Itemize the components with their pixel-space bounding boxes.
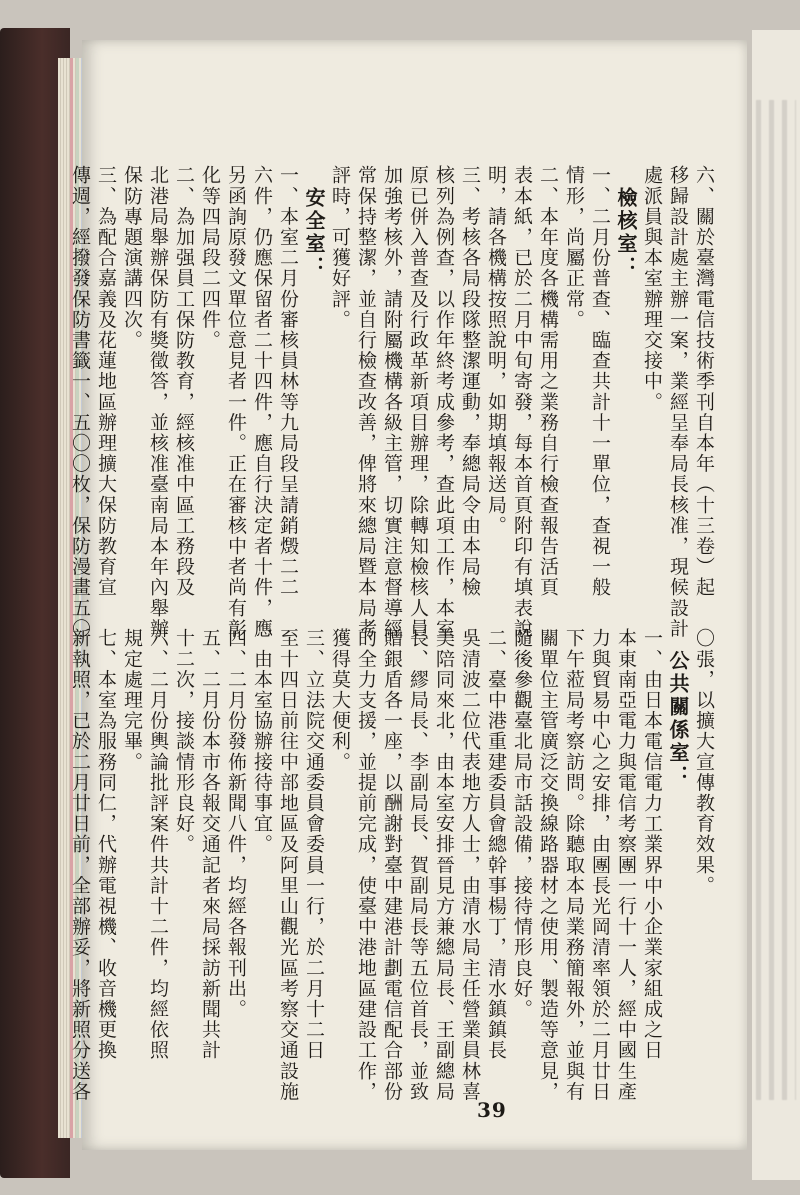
text-column: 規定處理完畢。 <box>121 628 143 773</box>
text-column: 處派員與本室辦理交接中。 <box>641 165 663 413</box>
text-column: 下午蒞局考察訪問。除聽取本局業務簡報外，並與有 <box>563 628 585 1102</box>
text-column: 核列為例查，以作年終考成參考，查此項工作，本室 <box>433 165 455 639</box>
text-column: 〇張，以擴大宣傳教育效果。 <box>693 628 715 896</box>
text-column: 的全力支援，並提前完成，使臺中港地區建設工作， <box>355 628 377 1102</box>
text-column: 長、繆局長、李副局長、賀副局長等五位首長，並致 <box>407 628 429 1102</box>
text-column: 保防專題演講四次。 <box>121 165 143 351</box>
text-column: 一、由日本電信電力工業界中小企業家組成之日 <box>641 628 663 1061</box>
text-column: 三、為配合嘉義及花蓮地區辦理擴大保防教育宣 <box>95 165 117 598</box>
book-page <box>69 40 747 1150</box>
text-column: 評時，可獲好評。 <box>329 165 351 330</box>
text-column: 明，請各機構按照說明，如期填報送局。 <box>485 165 507 536</box>
text-column: 新執照，已於二月廿日前，全部辦妥，將新照分送各 <box>69 628 91 1102</box>
text-column: 四、二月份發佈新聞八件，均經各報刊出。 <box>225 628 247 1020</box>
upper-text-block <box>67 165 717 639</box>
text-column: 十二次，接談情形良好。 <box>173 628 195 855</box>
text-column: 常保持整潔，並自行檢查改善，俾將來總局暨本局考 <box>355 165 377 639</box>
text-column: 隨後參觀臺北局市話設備，接待情形良好。 <box>511 628 533 1020</box>
text-column: 移歸設計處主辦一案，業經呈奉局長核准，現候設計 <box>667 165 689 639</box>
text-column: 二、為加强員工保防教育，經核准中區工務段及 <box>173 165 195 598</box>
text-column: 情形，尚屬正常。 <box>563 165 585 330</box>
text-column: 吳清波二位代表地方人士，由清水局主任營業員林喜 <box>459 628 481 1102</box>
text-column: 表本紙，已於二月中旬寄發，每本首頁附印有填表說 <box>511 165 533 639</box>
text-column: 三、立法院交通委員會委員一行，於二月十二日 <box>303 628 325 1061</box>
section-heading: 公共關係室： <box>666 650 690 788</box>
text-column: ，由本室協辦接待事宜。 <box>251 628 273 855</box>
text-column: 七、本室為服務同仁，代辦電視機、收音機更換 <box>95 628 117 1061</box>
text-column: 一、二月份普查、臨查共計十一單位，查視一般 <box>589 165 611 598</box>
text-column: 六件，仍應保留者二十四件，應自行決定者十件，應 <box>251 165 273 639</box>
text-column: 化等四局段二四件。 <box>199 165 221 351</box>
text-column: 本東南亞電力與電信考察團一行十一人，經中國生產 <box>615 628 637 1102</box>
text-column: 傳週，經撥發保防書籤一、五〇〇枚，保防漫畫五〇 <box>69 165 91 639</box>
text-column: 二、臺中港重建委員會總幹事楊丁，清水鎮鎮長 <box>485 628 507 1061</box>
text-column: 三、考核各局段隊整潔運動，奉總局令由本局檢 <box>459 165 481 598</box>
text-column: 力與貿易中心之安排，由團長光岡清率領於二月廿日 <box>589 628 611 1102</box>
text-column: 二、本年度各機構需用之業務自行檢查報告活頁 <box>537 165 559 598</box>
section-heading: 檢核室： <box>614 187 638 279</box>
text-column: 六、關於臺灣電信技術季刊自本年（十三卷）起 <box>693 165 715 598</box>
text-column: 加強考核外，請附屬機構各級主管，切實注意督導經 <box>381 165 403 639</box>
text-column: 至十四日前往中部地區及阿里山觀光區考察交通設施 <box>277 628 299 1102</box>
facing-page-edge <box>752 30 800 1180</box>
text-column: 北港局舉辦保防有獎徵答，並核准臺南局本年內舉辦 <box>147 165 169 639</box>
text-column: 贈銀盾各一座，以酬謝對臺中建港計劃電信配合部份 <box>381 628 403 1102</box>
section-heading: 安全室： <box>302 187 326 279</box>
text-column: 六、二月份輿論批評案件共計十二件，均經依照 <box>147 628 169 1061</box>
text-column: 另函詢原發文單位意見者一件。正在審核中者尚有彰 <box>225 165 247 639</box>
text-column: 關單位主管廣泛交換線路器材之使用、製造等意見， <box>537 628 559 1102</box>
text-column: 獲得莫大便利。 <box>329 628 351 773</box>
page-number: 39 <box>477 1098 507 1122</box>
text-column: 五、二月份本市各報交通記者來局採訪新聞共計 <box>199 628 221 1061</box>
text-column: 一、本室二月份審核員林等九局段呈請銷燬二二 <box>277 165 299 598</box>
lower-text-block <box>67 628 717 1102</box>
text-column: 原已併入普查及行政革新項目辦理，除轉知檢核人員 <box>407 165 429 639</box>
text-column: 美陪同來北，由本室安排晉見方兼總局長、王副總局 <box>433 628 455 1102</box>
facing-page-text-bleed <box>756 100 796 1100</box>
